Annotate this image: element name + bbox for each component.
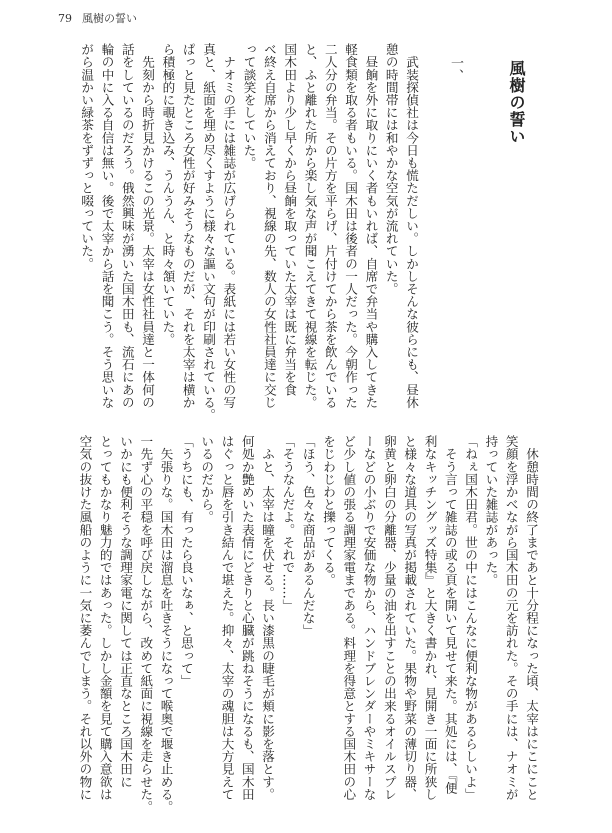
text-column: をじわじわと擽ってくる。 bbox=[321, 435, 336, 587]
text-column: 矢張りな。国木田は溜息を吐きそうになって喉奥で堰き止める。 bbox=[158, 435, 174, 813]
text-column: と、ふと離れた所から楽し気な声が聞こえてきて視線を転じた。 bbox=[302, 43, 318, 409]
text-column: 何処か艶めいた表情にどきりと心臓が跳ねそうになるも、国木田 bbox=[239, 435, 255, 801]
running-title: 風樹の誓い bbox=[82, 12, 137, 25]
text-column: 一先ず心の平穏を呼び戻しながら、改めて紙面に視線を走らせた。 bbox=[138, 435, 154, 813]
text-column: ど少し値の張る調理家電まである。料理を得意とする国木田の心 bbox=[341, 435, 357, 801]
text-column: ナオミの手には雑誌が広げられている。表紙には若い女性の写 bbox=[221, 43, 237, 409]
text-column: ーなどの小ぶりで安価な物から、ハンドブレンダーやミキサーな bbox=[361, 435, 377, 801]
text-column: 真と、紙面を埋め尽くすように様々な謳い文句が印刷されている。 bbox=[201, 43, 216, 421]
text-column: 笑顔を浮かべながら国木田の元を訪れた。その手には、ナオミが bbox=[503, 435, 519, 801]
running-header bbox=[58, 10, 137, 26]
text-column: がら温かい緑茶をずずっと啜っていた。 bbox=[79, 43, 95, 270]
text-column: 「そうなんだよ。それで……」 bbox=[280, 435, 296, 612]
text-column: 「ほう、色々な商品があるんだな」 bbox=[300, 435, 316, 637]
text-column: 「うちにも、有ったら良いなぁ、と思って」 bbox=[178, 435, 194, 687]
text-column: 武装探偵社は今日も慌ただしい。しかしそんな彼らにも、昼休 bbox=[404, 43, 419, 409]
text-column: 利なキッチングッズ特集』と大きく書かれ、見開き一面に所狭し bbox=[422, 435, 438, 801]
text-column: ぱっと見たところ女性が好みそうなものだが、それを太宰は横か bbox=[180, 43, 196, 409]
text-column: って談笑をしていた。 bbox=[241, 43, 257, 169]
text-column: そう言って雑誌の或る頁を開いて見せて来た。其処には、『便 bbox=[442, 435, 458, 795]
text-column: とってもかなり魅力的ではあった。しかし金額を見て購入意欲は bbox=[97, 435, 113, 801]
text-column: 話をしているのだろう。俄然興味が湧いた国木田も、流石にあの bbox=[119, 43, 135, 409]
text-column: 昼餉を外に取りにいく者もいれば、自席で弁当や購入してきた bbox=[363, 43, 379, 409]
text-column: 国木田より少し早くから昼餉を取っていた太宰は既に弁当を食 bbox=[282, 43, 298, 396]
text-column: 憩の時間帯には和やかな空気が流れていた。 bbox=[383, 43, 399, 295]
text-column: ふと、太宰は瞳を伏せる。長い漆黒の睫毛が頬に影を落とす。 bbox=[260, 435, 276, 801]
section-number: 一、 bbox=[448, 56, 463, 82]
text-column: いかにも便利そうな調理家電に関しては正直なところ国木田に bbox=[118, 435, 133, 788]
page-number: 79 bbox=[58, 12, 72, 25]
text-column: 二人分の弁当。その片方を平らげ、片付けてから茶を飲んでいる bbox=[322, 43, 338, 409]
text-column: いるのだから。 bbox=[199, 435, 215, 524]
text-column: 空気の抜けた風船のように一気に萎んでしまう。それ以外の物に bbox=[77, 435, 93, 801]
chapter-title: 風樹の誓い bbox=[507, 60, 526, 145]
text-column: 先刻から時折見かけるこの光景。太宰は女性社員達と一体何の bbox=[140, 43, 156, 409]
text-column: はぐっと唇を引き結んで堪えた。抑々、太宰の魂胆は大方見えて bbox=[219, 435, 235, 801]
text-column: 休憩時間の終了まであと十分程になった頃、太宰はにこにこと bbox=[524, 435, 539, 801]
text-column: ら積極的に覗き込み、うんうん、と時々頷いていた。 bbox=[160, 43, 176, 346]
text-column: 輪の中に入る自信は無い。後で太宰から話を聞こう。そう思いな bbox=[99, 43, 115, 409]
text-column: べ終え自席から消えており、視線の先、数人の女性社員達に交じ bbox=[261, 43, 277, 409]
text-column: 持っていた雑誌があった。 bbox=[483, 435, 499, 587]
text-column: 軽食類を取る者もいる。国木田は後者の一人だった。今朝作った bbox=[343, 43, 359, 409]
text-column: と様々な道具の写真が掲載されていた。果物や野菜の薄切り器、 bbox=[402, 435, 418, 801]
text-column: 「ねぇ国木田君。世の中にはこんなに便利な物があるらしいよ」 bbox=[463, 435, 479, 801]
text-column: 卵黄と卵白の分離器、少量の油を出すことの出来るオイルスプレ bbox=[381, 435, 397, 801]
